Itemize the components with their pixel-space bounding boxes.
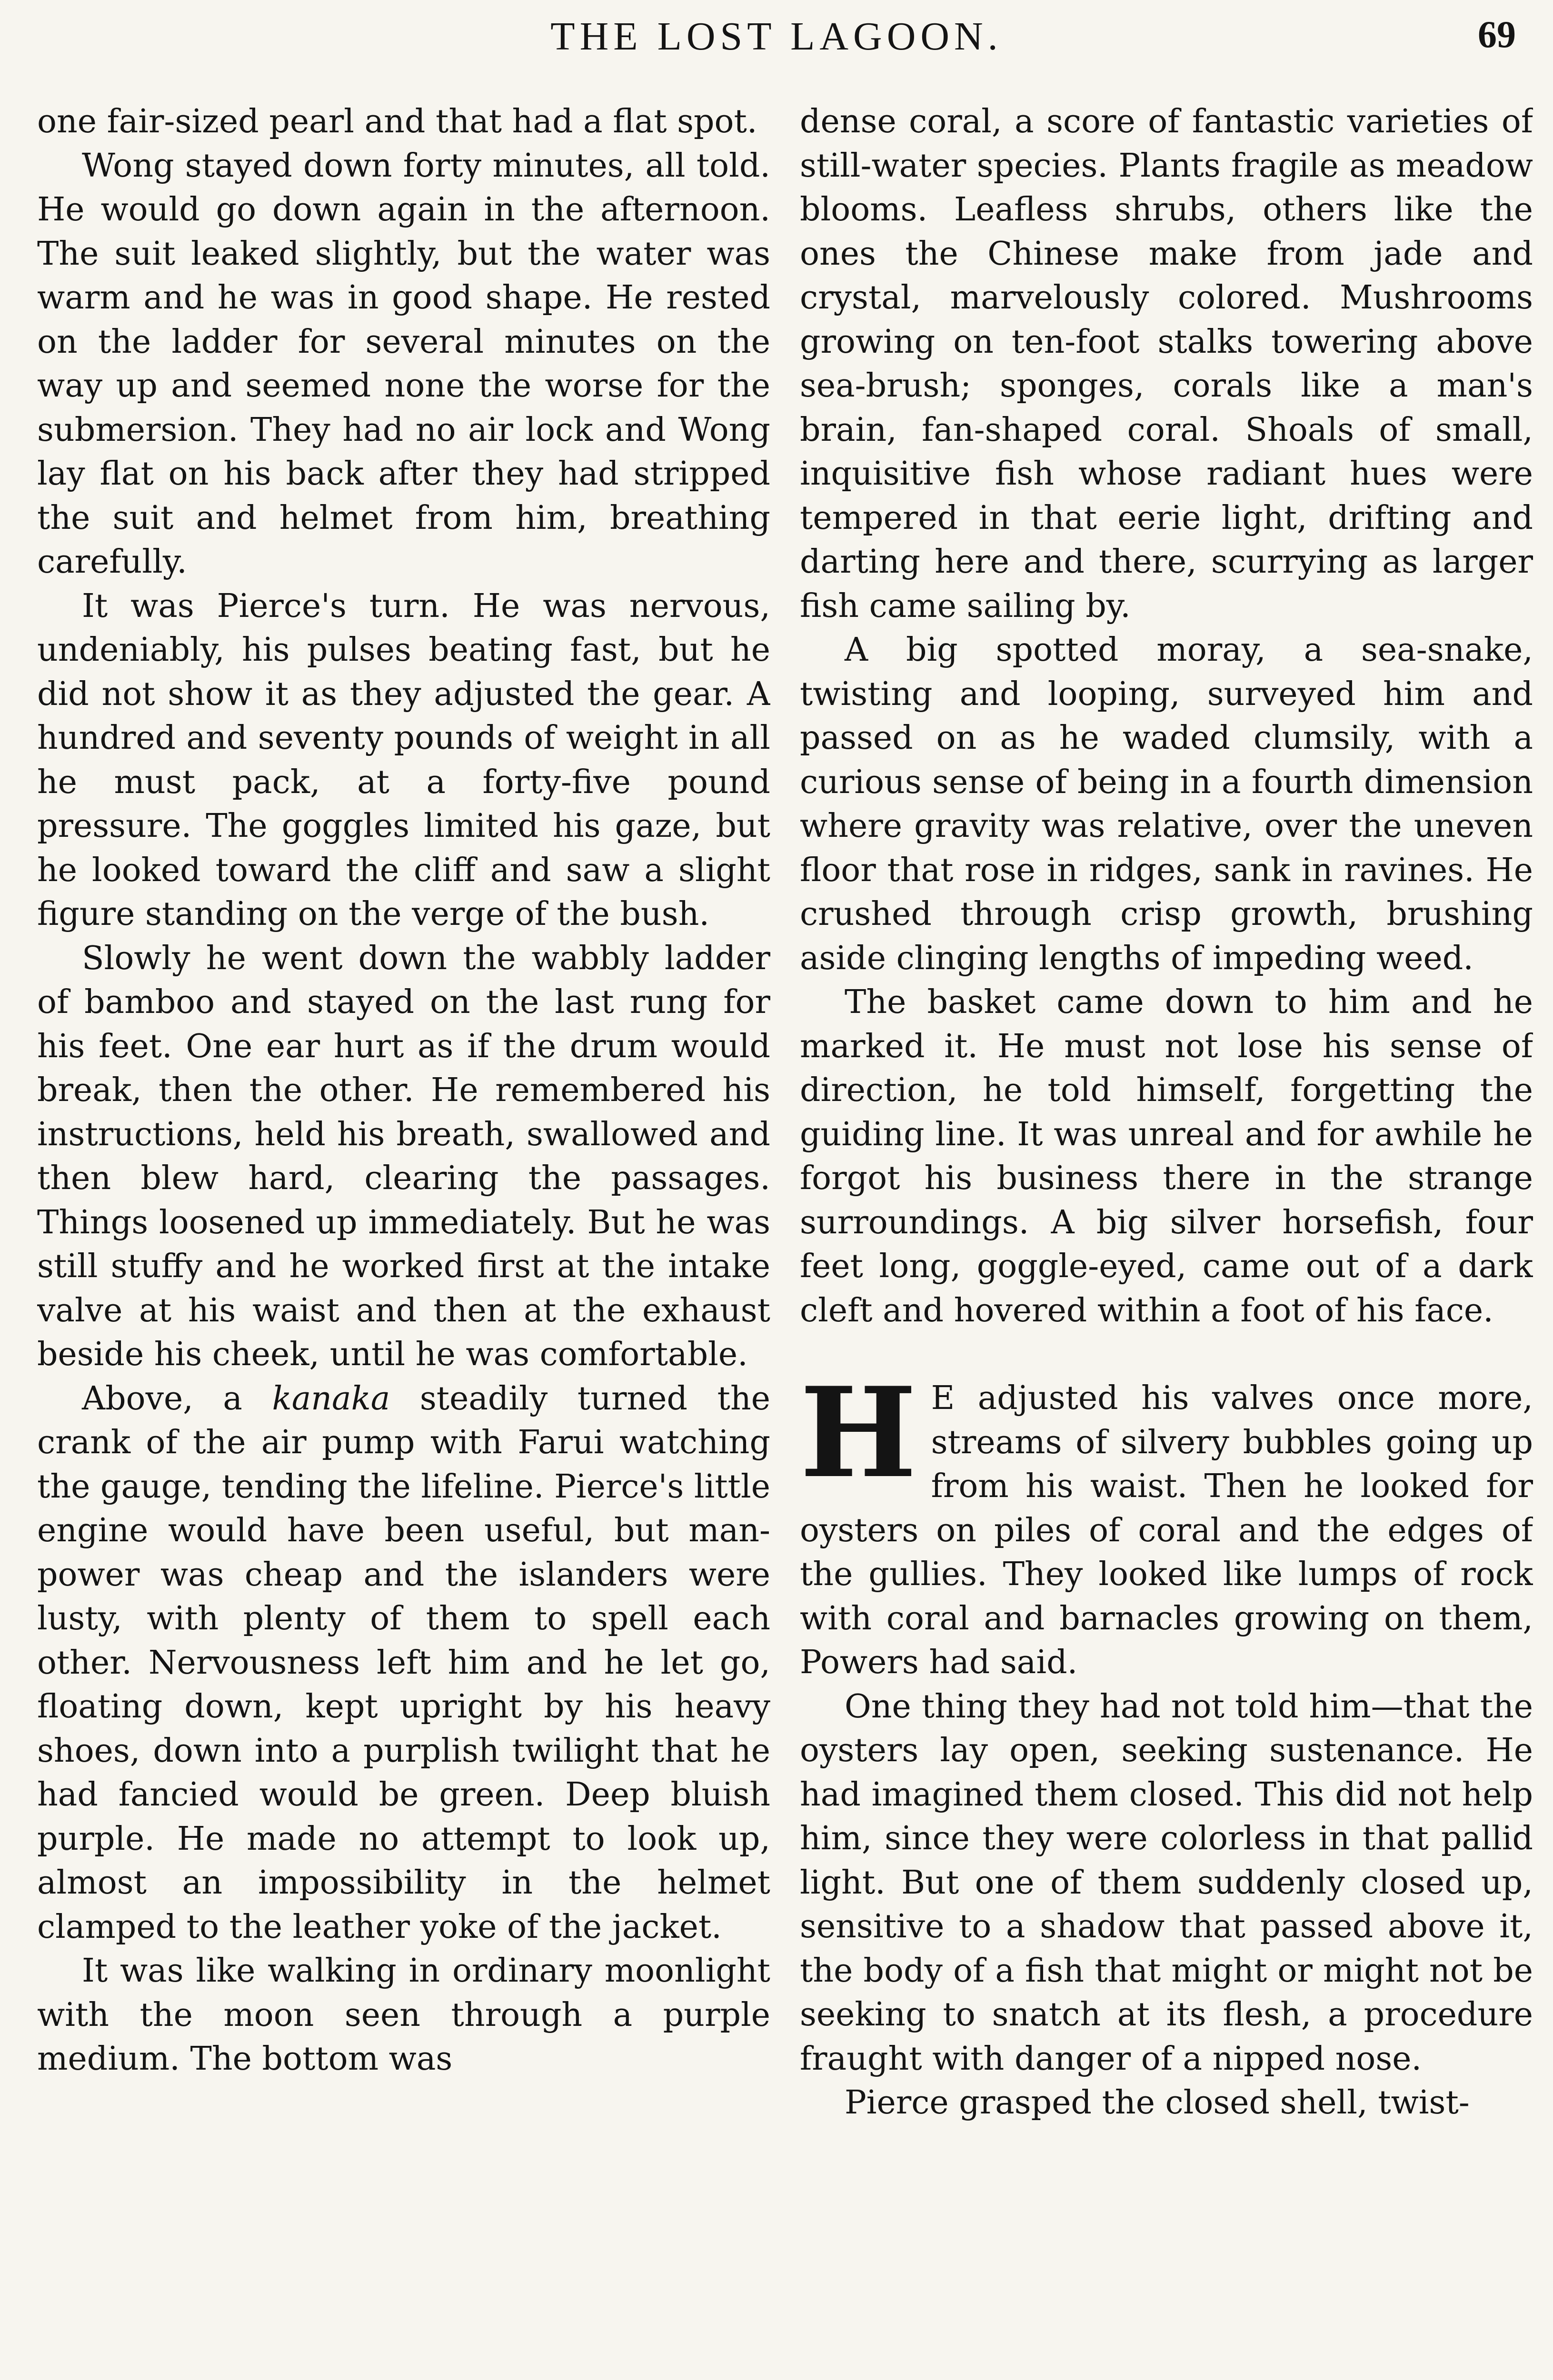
paragraph: dense coral, a score of fantastic varieties of still-water species. Plants fragile as meadow blooms. Leafless shrubs, others like the ones the Chinese make from jade and crystal, marvelously colored. Mushrooms growing on ten-foot stalks towering above sea-brush; sponges, corals like a man's brain, fan-shaped coral. Shoals of small, inquisitive fish whose radiant hues were tempered in that eerie light, drifting and darting here and there, scurrying as larger fish came sailing by. xyxy=(800,103,1533,625)
left-column xyxy=(37,100,770,2366)
section-opening-paragraph xyxy=(800,1360,1533,1685)
paragraph: One thing they had not told him—that the oysters lay open, seeking sustenance. He had imagined them closed. This did not help him, since they were colorless in that pallid light. But one of them suddenly closed up, sensitive to a shadow that passed above it, the body of a fish that might or might not be seeking to snatch at its flesh, a procedure fraught with danger of a nipped nose. xyxy=(800,1687,1533,2078)
right-column xyxy=(800,100,1533,2366)
paragraph: It was Pierce's turn. He was nervous, undeniably, his pulses beating fast, but he did not show it as they adjusted the gear. A hundred and seventy pounds of weight in all he must pack, at a forty-five pound pressure. The goggles limited his gaze, but he looked toward the cliff and saw a slight figure standing on the verge of the bush. xyxy=(37,587,770,933)
text-run: E adjusted his valves once more, streams of silvery bubbles going up from his waist. Then he looked for oysters on piles of coral and the edges of the gullies. They looked like lumps of rock with coral and barnacles growing on them, Powers had said. xyxy=(800,1379,1533,1681)
running-title: THE LOST LAGOON. xyxy=(550,14,1003,59)
text-run: Above, a xyxy=(82,1379,272,1418)
paragraph xyxy=(37,1377,770,1950)
paragraph: A big spotted moray, a sea-snake, twisting and looping, surveyed him and passed on as he waded clumsily, with a curious sense of being in a fourth dimension where gravity was relative, over the uneven floor that rose in ridges, sank in ravines. He crushed through crisp growth, brushing aside clinging lengths of impeding weed. xyxy=(800,631,1533,977)
paragraph: Slowly he went down the wabbly ladder of bamboo and stayed on the last rung for his feet. One ear hurt as if the drum would break, then the other. He remembered his instructions, held his breath, swallowed and then blew hard, clearing the passages. Things loosened up immediately. But he was still stuffy and he worked first at the intake valve at his waist and then at the exhaust beside his cheek, until he was comfortable. xyxy=(37,939,770,1373)
paragraph: Pierce grasped the closed shell, twist- xyxy=(845,2084,1470,2122)
paragraph: one fair-sized pearl and that had a flat spot. xyxy=(37,103,757,140)
text-run: steadily turned the crank of the air pump with Farui watching the gauge, tending the lifeline. Pierce's little engine would have been useful, but man-power was cheap and the islanders were lusty, with plenty of them to spell each other. Nervousness left him and he let go, floating down, kept upright by his heavy shoes, down into a purplish twilight that he had fancied would be green. Deep bluish purple. He made no attempt to look up, almost an impossibility in the helmet clamped to the leather yoke of the jacket. xyxy=(37,1379,770,1946)
paragraph: The basket came down to him and he marked it. He must not lose his sense of direction, he told himself, forgetting the guiding line. It was unreal and for awhile he forgot his business there in the strange surroundings. A big silver horsefish, four feet long, goggle-eyed, came out of a dark cleft and hovered within a foot of his face. xyxy=(800,983,1533,1329)
paragraph: Wong stayed down forty minutes, all told. He would go down again in the afternoon. The suit leaked slightly, but the water was warm and he was in good shape. He rested on the ladder for several minutes on the way up and seemed none the worse for the submersion. They had no air lock and Wong lay flat on his back after they had stripped the suit and helmet from him, breathing carefully. xyxy=(37,147,770,581)
paragraph: It was like walking in ordinary moonlight with the moon seen through a purple medium. The bottom was xyxy=(37,1952,770,2078)
drop-cap: H xyxy=(800,1360,917,1506)
italic-word: kanaka xyxy=(272,1379,390,1418)
page-header xyxy=(0,13,1553,66)
page-number: 69 xyxy=(1478,14,1516,56)
